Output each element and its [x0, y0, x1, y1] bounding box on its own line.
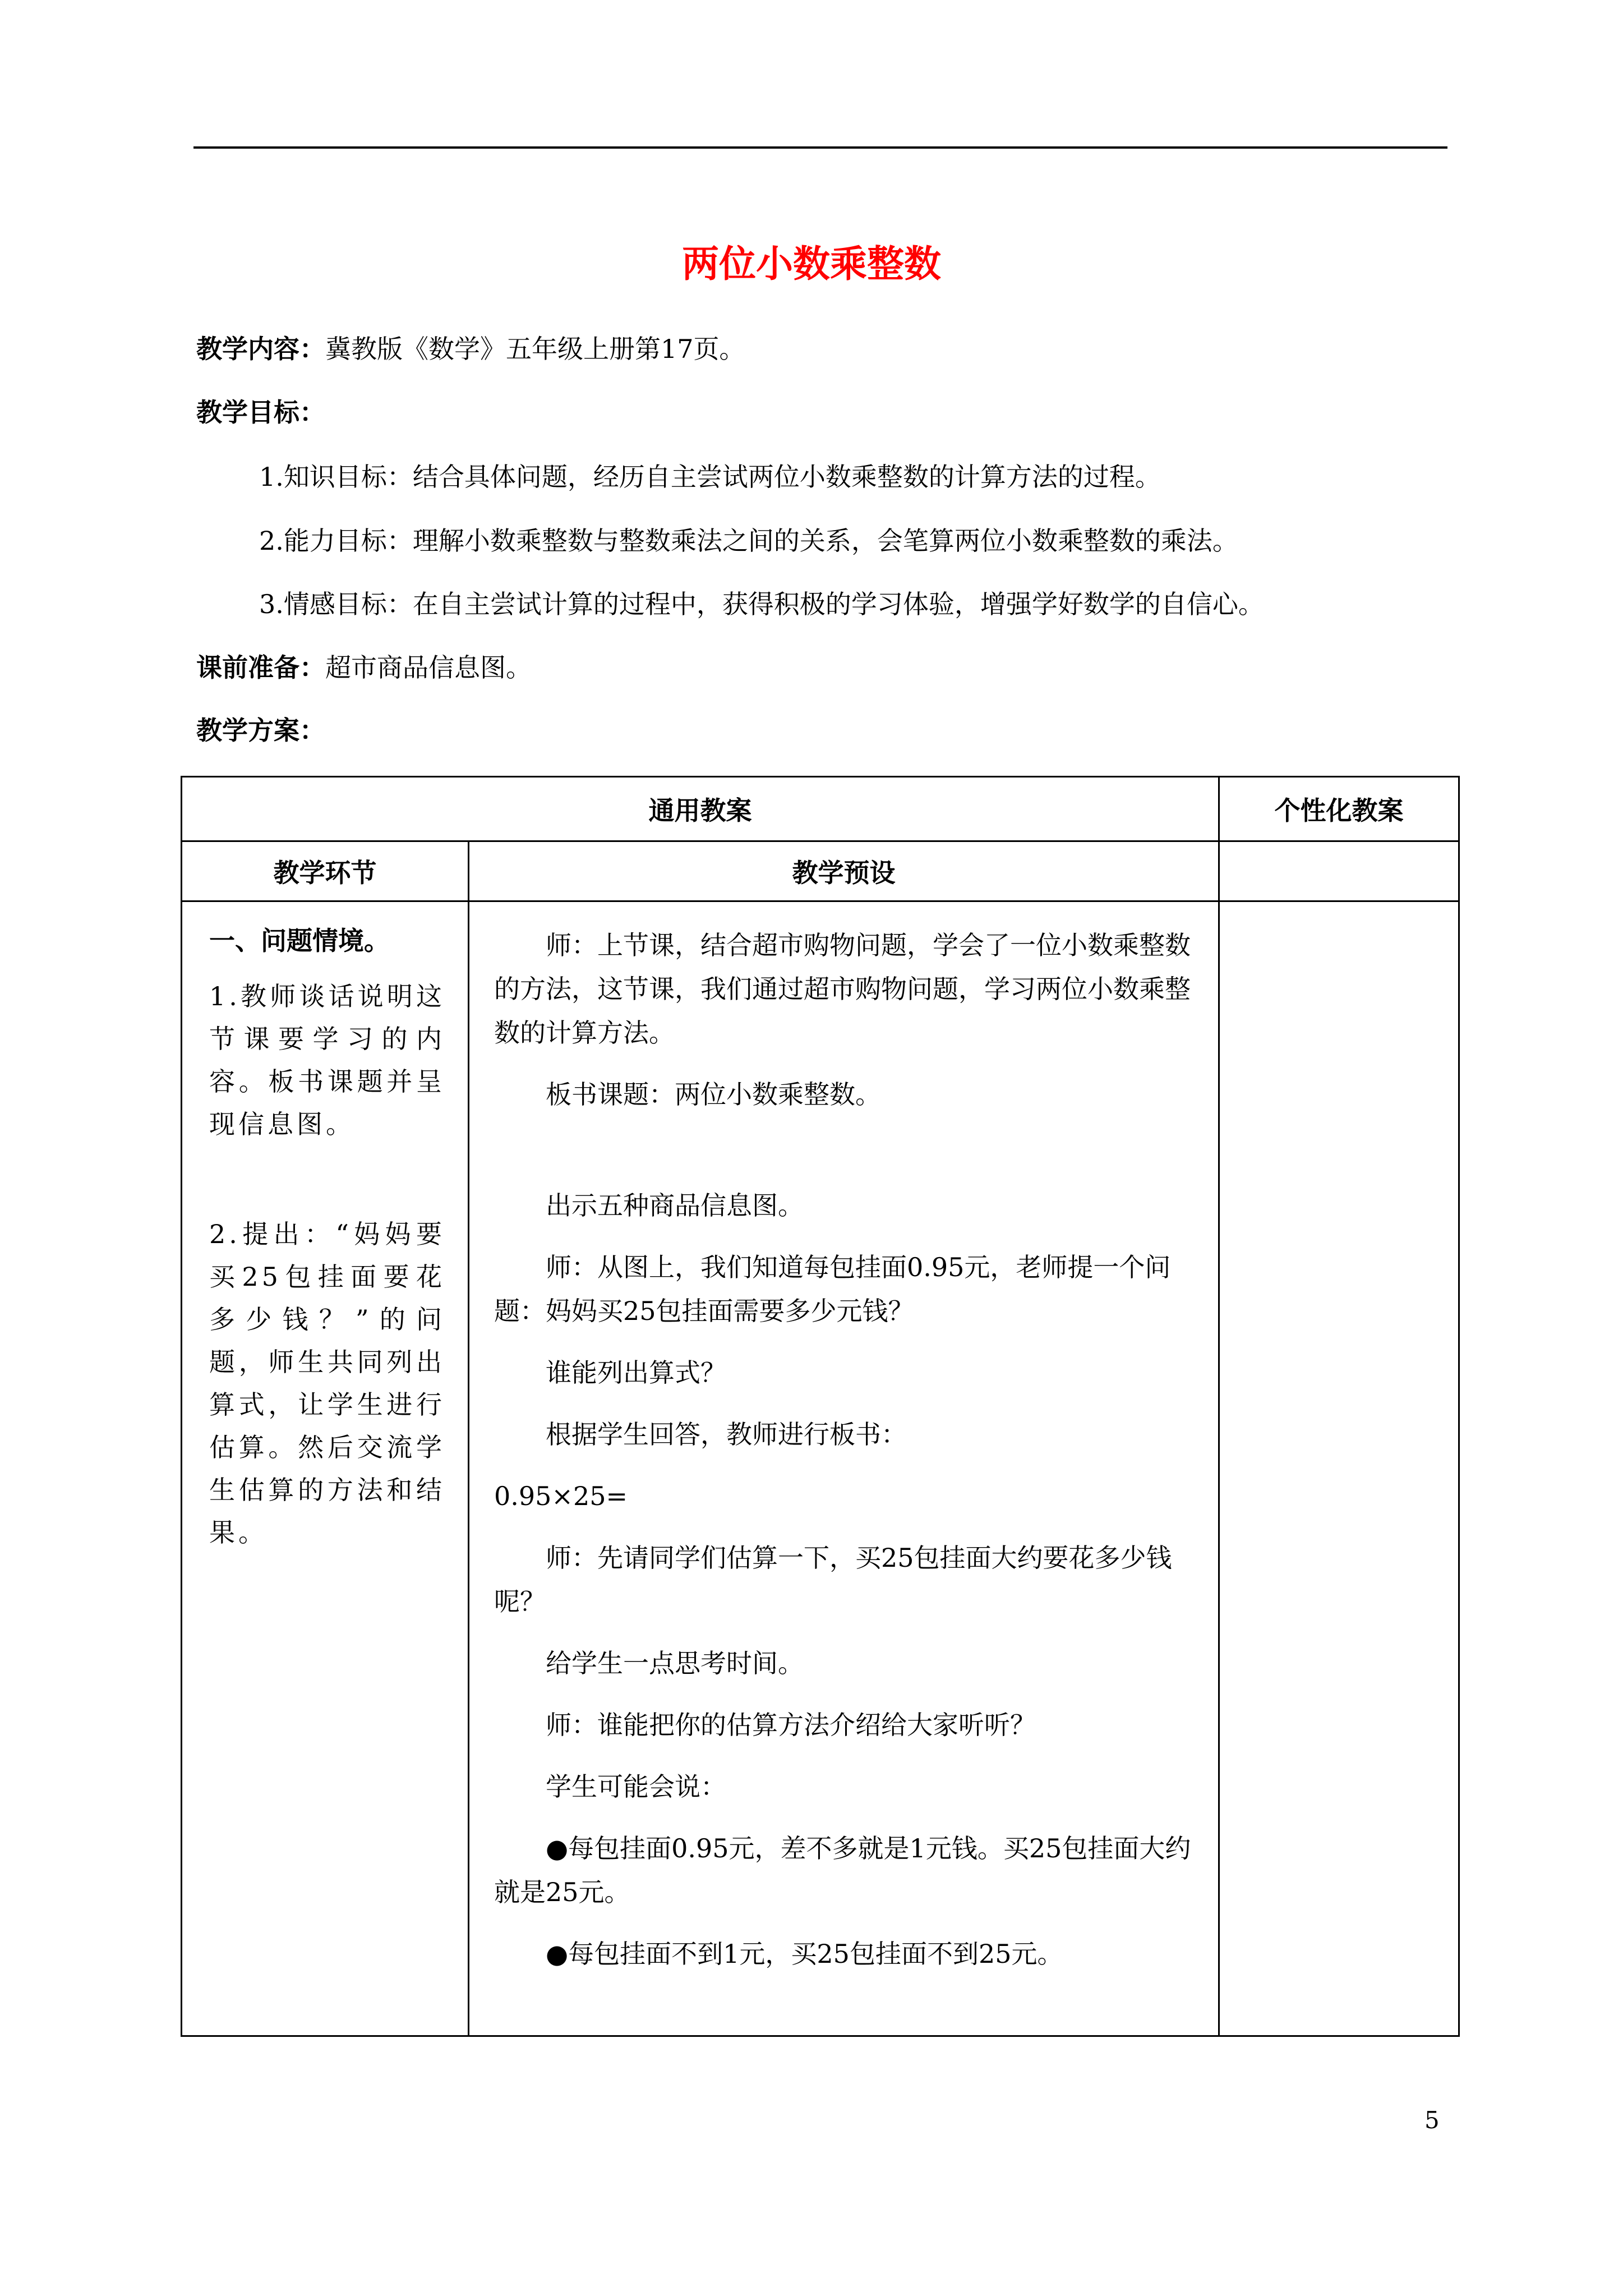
prep-label: 课前准备：: [196, 652, 325, 683]
page-number: 5: [1424, 2106, 1440, 2134]
personal-plan-cell: [1219, 901, 1459, 2036]
design-paragraph: 根据学生回答，教师进行板书：: [546, 1419, 907, 1450]
prep-line: [196, 650, 532, 685]
prep-text: 超市商品信息图。: [325, 652, 532, 683]
general-plan-header: 通用教案: [182, 777, 1219, 841]
design-paragraph: 师：谁能把你的估算方法介绍给大家听听？: [546, 1710, 1036, 1740]
header-rule: [193, 146, 1447, 149]
content-text: 冀教版《数学》五年级上册第17页。: [325, 334, 745, 364]
stage-step-1: 1.教师谈话说明这节课要学习的内容。板书课题并呈现信息图。: [209, 981, 445, 1139]
stage-heading: 一、问题情境。: [209, 926, 390, 956]
content-label: 教学内容：: [196, 334, 325, 364]
stage-cell: [182, 901, 469, 2036]
table-header-row: [182, 777, 1459, 841]
design-paragraph: 师：先请同学们估算一下，买25包挂面大约要花多少钱呢？: [494, 1543, 1172, 1617]
goal-item-2: 2.能力目标：理解小数乘整数与整数乘法之间的关系，会笔算两位小数乘整数的乘法。: [259, 526, 1238, 556]
lesson-plan-table: [181, 776, 1460, 2037]
design-bullet: ●每包挂面不到1元，买25包挂面不到25元。: [546, 1939, 1063, 1969]
goals-label: 教学目标：: [196, 397, 325, 427]
design-paragraph: 给学生一点思考时间。: [546, 1648, 804, 1678]
plan-label: 教学方案：: [196, 715, 325, 746]
personal-empty-cell: [1219, 841, 1459, 901]
table-subheader-row: [182, 841, 1459, 901]
goal-item-3: 3.情感目标：在自主尝试计算的过程中，获得积极的学习体验，增强学好数学的自信心。: [259, 589, 1264, 619]
stage-header: 教学环节: [182, 841, 469, 901]
design-cell: [469, 901, 1219, 2036]
table-row: [182, 901, 1459, 2036]
design-paragraph: 板书课题：两位小数乘整数。: [546, 1079, 881, 1110]
stage-step-2: 2.提出：“妈妈要买25包挂面要花多少钱？”的问题，师生共同列出算式，让学生进行估算。然后交流学生估算的方法和结果。: [209, 1219, 445, 1548]
design-paragraph: 学生可能会说：: [546, 1772, 726, 1802]
design-paragraph: 师：从图上，我们知道每包挂面0.95元，老师提一个问题：妈妈买25包挂面需要多少元钱？: [494, 1252, 1171, 1326]
goal-item-1: 1.知识目标：结合具体问题，经历自主尝试两位小数乘整数的计算方法的过程。: [259, 462, 1161, 492]
design-paragraph: 谁能列出算式？: [546, 1358, 726, 1388]
design-paragraph: 师：上节课，结合超市购物问题，学会了一位小数乘整数的方法，这节课，我们通过超市购物问题，学习两位小数乘整数的计算方法。: [494, 930, 1191, 1048]
design-header: 教学预设: [469, 841, 1219, 901]
design-bullet: ●每包挂面0.95元，差不多就是1元钱。买25包挂面大约就是25元。: [494, 1833, 1191, 1907]
design-formula: 0.95×25=: [494, 1481, 628, 1511]
content-line: [196, 331, 745, 367]
design-paragraph: 出示五种商品信息图。: [546, 1190, 804, 1221]
document-title: 两位小数乘整数: [682, 242, 941, 286]
personal-plan-header: 个性化教案: [1219, 777, 1459, 841]
